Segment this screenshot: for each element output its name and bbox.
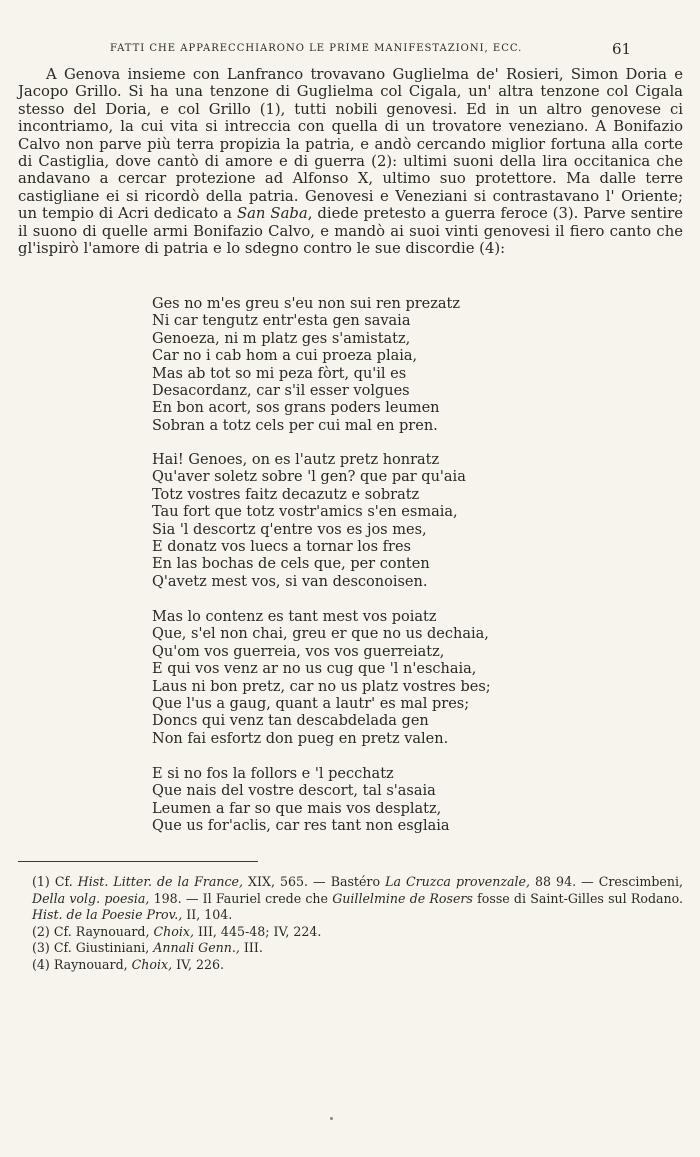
footnote-title: La Cruzca provenzale, (385, 874, 530, 889)
footnote-3 (18, 940, 683, 957)
footnote-2 (18, 924, 683, 941)
footnote-title: Guillelmine de Rosers (332, 890, 473, 906)
footnote-text: III. (243, 940, 263, 956)
verse-line: Que us for'aclis, car res tant non esglaia (152, 818, 450, 835)
paragraph-italic: San Saba (236, 205, 308, 223)
verse-line: Car no i cab hom a cui proeza plaia, (152, 348, 418, 365)
poem-stanza-2 (152, 452, 466, 591)
footnote-title: Hist. Litter. de la France, (77, 874, 243, 889)
footnote-text: (4) Raynouard, (32, 956, 128, 972)
poem-stanza-4 (152, 766, 450, 836)
poem-stanza-3 (152, 609, 491, 748)
footnote-text: (3) Cf. Giustiniani, (32, 940, 150, 956)
verse-line: Q'avetz mest vos, si van desconoisen. (152, 573, 428, 590)
footnote-1 (18, 874, 683, 924)
verse-line: Mas ab tot so mi peza fòrt, qu'il es (152, 365, 407, 382)
verse-line: Qu'aver soletz sobre 'l gen? que par qu'aia (152, 469, 466, 486)
verse-line: Leumen a far so que mais vos desplatz, (152, 800, 442, 817)
verse-line: E qui vos venz ar no us cug que 'l n'eschaia, (152, 661, 477, 678)
footnote-text: (2) Cf. Raynouard, (32, 923, 150, 939)
footnote-divider (18, 861, 258, 862)
verse-line: Hai! Genoes, on es l'autz pretz honratz (152, 452, 440, 468)
footnote-text: II, 104. (186, 907, 233, 923)
verse-line: Qu'om vos guerreia, vos vos guerreiatz, (152, 643, 445, 660)
verse-line: Sobran a totz cels per cui mal en pren. (152, 417, 438, 434)
footnote-title: Choix, (131, 956, 173, 972)
footnote-title: Hist. de la Poesie Prov., (32, 907, 183, 923)
body-text (18, 66, 683, 257)
footnote-text: IV, 226. (176, 956, 225, 972)
footnote-title: Della volg. poesia, (32, 890, 150, 906)
verse-line: Laus ni bon pretz, car no us platz vostres bes; (152, 678, 491, 695)
paragraph (18, 66, 683, 257)
verse-line: Tau fort que totz vostr'amics s'en esmaia, (152, 504, 458, 521)
footnote-title: Choix, (153, 923, 194, 939)
verse-line: Ni car tengutz entr'esta gen savaia (152, 313, 411, 330)
verse-line: En bon acort, sos grans poders leumen (152, 400, 440, 417)
footnote-4 (18, 957, 683, 974)
verse-line: Ges no m'es greu s'eu non sui ren prezatz (152, 296, 461, 312)
footnote-text: (1) Cf. (32, 874, 73, 889)
verse-line: Que nais del vostre descort, tal s'asaia (152, 783, 436, 800)
page-mark (330, 1117, 333, 1120)
verse-line: E donatz vos luecs a tornar los fres (152, 539, 411, 556)
running-header: FATTI CHE APPARECCHIARONO LE PRIME MANIFESTAZIONI, ECC. (110, 43, 523, 54)
footnote-title: Annali Genn., (153, 940, 240, 956)
footnote-text: fosse di Saint-Gilles sul Rodano. (477, 890, 684, 906)
footnote-text: III, 445-48; IV, 224. (198, 923, 322, 939)
verse-line: Sia 'l descortz q'entre vos es jos mes, (152, 521, 427, 538)
verse-line: Que, s'el non chai, greu er que no us dechaia, (152, 626, 489, 643)
page-number: 61 (612, 40, 632, 58)
paragraph-text: A Genova insieme con Lanfranco trovavano Guglielma de' Rosieri, Simon Doria e Jacopo Grillo. Si ha una tenzone di Guglielma col Cigala, un' altra tenzone col Cigala stesso del Doria, e col Grillo (1), tutti nobili genovesi. Ed in un altro genovese ci incontriamo, la cui vita si intreccia con quella di un trovatore veneziano. A Bonifazio Calvo non parve più terra propizia la patria, e andò cercando miglior fortuna alla corte di Castiglia, dove cantò di amore e di guerra (2): ultimi suoni della lira occitanica che andavano a cercar protezione ad Alfonso X, ultimo suo protettore. Ma dalle terre castigliane ei si ricordò della patria. Genovesi e Veneziani si contrastavano l' Oriente; un tempio di Acri dedicato a (18, 66, 683, 223)
verse-line: Genoeza, ni m platz ges s'amistatz, (152, 330, 411, 347)
poem-stanza-1 (152, 296, 460, 435)
footnote-text: 88 94. — Crescimbeni, (535, 874, 683, 889)
verse-line: Desacordanz, car s'il esser volgues (152, 383, 410, 400)
verse-line: Mas lo contenz es tant mest vos poiatz (152, 609, 437, 625)
verse-line: Doncs qui venz tan descabdelada gen (152, 713, 429, 730)
footnote-text: XIX, 565. — Bastéro (248, 874, 381, 889)
verse-line: Totz vostres faitz decazutz e sobratz (152, 486, 420, 503)
verse-line: E si no fos la follors e 'l pecchatz (152, 766, 394, 782)
verse-line: Que l'us a gaug, quant a lautr' es mal pres; (152, 696, 470, 713)
footnote-text: 198. — Il Fauriel crede che (153, 890, 328, 906)
footnotes (18, 874, 683, 974)
verse-line: Non fai esfortz don pueg en pretz valen. (152, 730, 449, 747)
paragraph-text-end: , diede pretesto a guerra feroce (3). Parve sentire il suono di quelle armi Bonifazio Calvo, e mandò ai suoi vinti genovesi il fiero canto che gl'ispirò l'amore di patria e lo sdegno contro le sue discordie (4): (18, 205, 683, 258)
verse-line: En las bochas de cels que, per conten (152, 556, 430, 573)
